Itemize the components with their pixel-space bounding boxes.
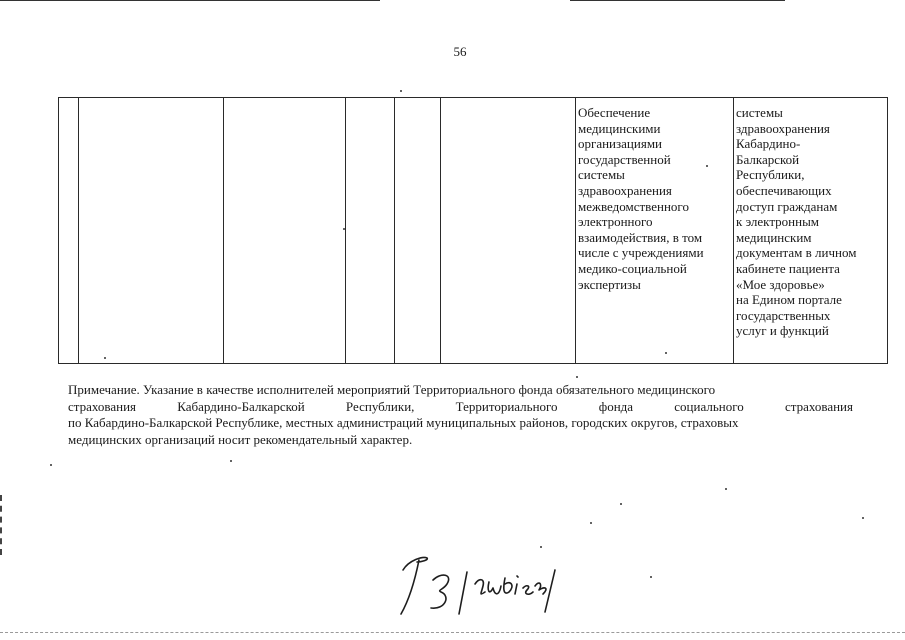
table bbox=[58, 97, 888, 364]
cell-line: системы bbox=[736, 105, 783, 120]
cell-line: Республики, bbox=[736, 167, 805, 183]
cell-line: электронного bbox=[578, 214, 653, 230]
top-rule-right bbox=[570, 0, 785, 1]
scan-speck bbox=[104, 357, 106, 359]
scan-speck bbox=[650, 576, 652, 578]
cell-line: государственных bbox=[736, 307, 831, 323]
scan-speck bbox=[706, 165, 708, 167]
column-divider bbox=[733, 98, 734, 363]
scan-speck bbox=[665, 352, 667, 354]
column-divider bbox=[78, 98, 79, 363]
note-line: Примечание. Указание в качестве исполнителей мероприятий Территориального фонда обязательного медицинского bbox=[68, 382, 716, 397]
table-cell-result bbox=[736, 105, 886, 339]
cell-line: «Мое здоровье» bbox=[736, 276, 825, 292]
note-paragraph bbox=[68, 382, 853, 448]
scan-speck bbox=[230, 460, 232, 462]
cell-line: организациями bbox=[578, 136, 662, 152]
cell-line: Обеспечение bbox=[578, 105, 651, 120]
cell-line: обеспечивающих bbox=[736, 182, 832, 198]
scan-speck bbox=[400, 90, 402, 92]
cell-line: числе с учреждениями bbox=[578, 245, 704, 261]
cell-line: медико-социальной bbox=[578, 260, 687, 276]
scan-speck bbox=[343, 228, 345, 230]
cell-line: кабинете пациента bbox=[736, 260, 840, 276]
note-line: страхования Кабардино-Балкарской Республики, Территориального фонда социального страхования bbox=[68, 398, 853, 414]
column-divider bbox=[345, 98, 346, 363]
cell-line: медицинскими bbox=[578, 120, 661, 136]
column-divider bbox=[394, 98, 395, 363]
column-divider bbox=[440, 98, 441, 363]
scan-bottom-dots bbox=[0, 632, 905, 635]
cell-line: на Едином портале bbox=[736, 292, 842, 308]
scan-edge-marks bbox=[0, 495, 5, 555]
scan-speck bbox=[576, 376, 578, 378]
cell-line: к электронным bbox=[736, 214, 820, 230]
cell-line: экспертизы bbox=[578, 276, 641, 292]
scan-speck bbox=[590, 522, 592, 524]
scan-speck bbox=[50, 464, 52, 466]
cell-line: системы bbox=[578, 167, 625, 183]
column-divider bbox=[575, 98, 576, 363]
scan-speck bbox=[862, 517, 864, 519]
table-cell-activity bbox=[578, 105, 733, 292]
scan-speck bbox=[540, 546, 542, 548]
cell-line: межведомственного bbox=[578, 198, 689, 214]
page-number: 56 bbox=[453, 44, 467, 59]
cell-line: здравоохранения bbox=[578, 182, 672, 198]
top-rule-left bbox=[0, 0, 380, 1]
handwritten-signature bbox=[393, 540, 568, 620]
note-line: медицинских организаций носит рекомендательный характер. bbox=[68, 431, 413, 447]
cell-line: взаимодействия, в том bbox=[578, 229, 703, 245]
note-line: по Кабардино-Балкарской Республике, местных администраций муниципальных районов, городских округов, страховых bbox=[68, 415, 739, 430]
cell-line: доступ гражданам bbox=[736, 198, 838, 214]
cell-line: Кабардино- bbox=[736, 136, 801, 152]
column-divider bbox=[223, 98, 224, 363]
cell-line: документам в личном bbox=[736, 245, 857, 261]
cell-line: здравоохранения bbox=[736, 120, 830, 136]
cell-line: медицинским bbox=[736, 229, 812, 245]
cell-line: государственной bbox=[578, 151, 671, 167]
cell-line: услуг и функций bbox=[736, 323, 829, 339]
scan-speck bbox=[725, 488, 727, 490]
cell-line: Балкарской bbox=[736, 151, 800, 167]
scan-speck bbox=[620, 503, 622, 505]
